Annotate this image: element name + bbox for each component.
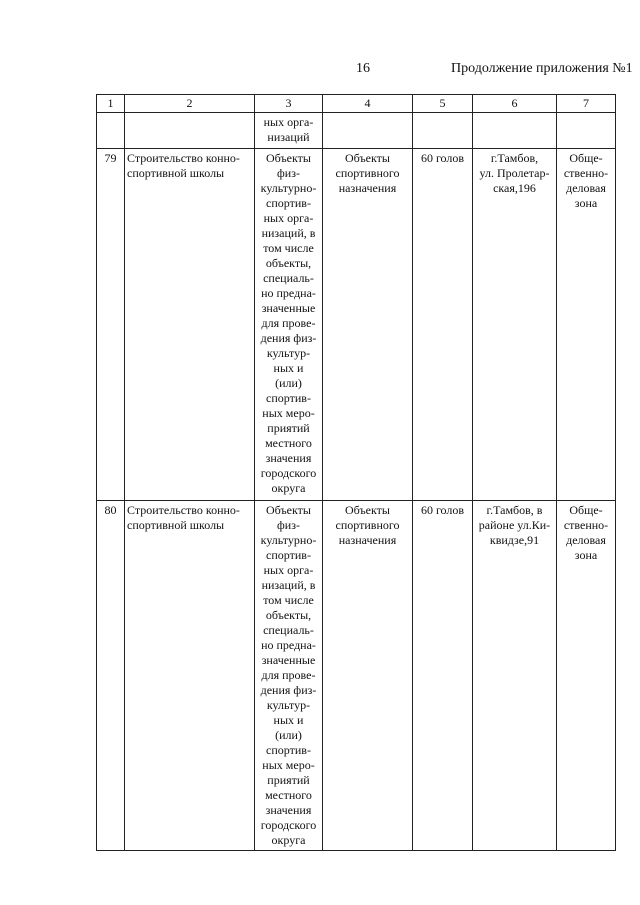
table-cell <box>323 501 413 851</box>
table-cell <box>413 149 473 501</box>
cell-text: Объекты физ- культурно- спортив- ных орга- низаций, в том числе объекты, специаль- но предна- значенные для прове- дения физ- культур- ных и (или) спортив- ных меро- приятий местного значения городского округа <box>260 151 317 495</box>
table-cell <box>413 113 473 149</box>
table-cell <box>473 113 557 149</box>
table-cell <box>473 501 557 851</box>
cell-text: 60 голов <box>420 151 465 165</box>
table-cell <box>125 149 255 501</box>
cell-text: Объекты спортивного назначения <box>335 151 400 195</box>
appendix-continuation-caption: Продолжение приложения №1 <box>451 61 633 76</box>
table-cell <box>97 113 125 149</box>
column-header-5: 5 <box>413 95 473 113</box>
table-continuation-row <box>97 113 616 149</box>
table-header-row <box>97 95 616 113</box>
cell-text: 80 <box>104 503 117 517</box>
row-number <box>97 501 125 851</box>
table-cell <box>413 501 473 851</box>
cell-text: Строительство конно- спортивной школы <box>127 151 240 180</box>
column-header-3: 3 <box>255 95 323 113</box>
table-cell <box>473 149 557 501</box>
cell-text: г.Тамбов, в районе ул.Ки- квидзе,91 <box>478 503 551 547</box>
column-header-1: 1 <box>97 95 125 113</box>
column-header-7: 7 <box>557 95 616 113</box>
appendix-table <box>96 94 616 851</box>
row-number <box>97 149 125 501</box>
table-cell <box>255 501 323 851</box>
cell-text: Объекты спортивного назначения <box>335 503 400 547</box>
table-cell <box>557 501 616 851</box>
column-header-4: 4 <box>323 95 413 113</box>
cell-text: 79 <box>104 151 117 165</box>
table-cell <box>557 113 616 149</box>
page-number: 16 <box>356 61 370 76</box>
cell-text: Обще- ственно- деловая зона <box>563 503 609 562</box>
cell-text: ных орга- низаций <box>263 115 314 144</box>
table-cell <box>323 149 413 501</box>
table-cell <box>557 149 616 501</box>
column-header-2: 2 <box>125 95 255 113</box>
table-cell <box>125 113 255 149</box>
table-row <box>97 501 616 851</box>
cell-text: г.Тамбов, ул. Пролетар- ская,196 <box>479 151 550 195</box>
table-cell <box>255 149 323 501</box>
cell-text: 60 голов <box>420 503 465 517</box>
table-cell <box>125 501 255 851</box>
table-cell <box>323 113 413 149</box>
column-header-6: 6 <box>473 95 557 113</box>
cell-text: Объекты физ- культурно- спортив- ных орга- низаций, в том числе объекты, специаль- но предна- значенные для прове- дения физ- культур- ных и (или) спортив- ных меро- приятий местного значения городского округа <box>260 503 317 847</box>
table-row <box>97 149 616 501</box>
table-cell <box>255 113 323 149</box>
cell-text: Обще- ственно- деловая зона <box>563 151 609 210</box>
cell-text: Строительство конно- спортивной школы <box>127 503 240 532</box>
